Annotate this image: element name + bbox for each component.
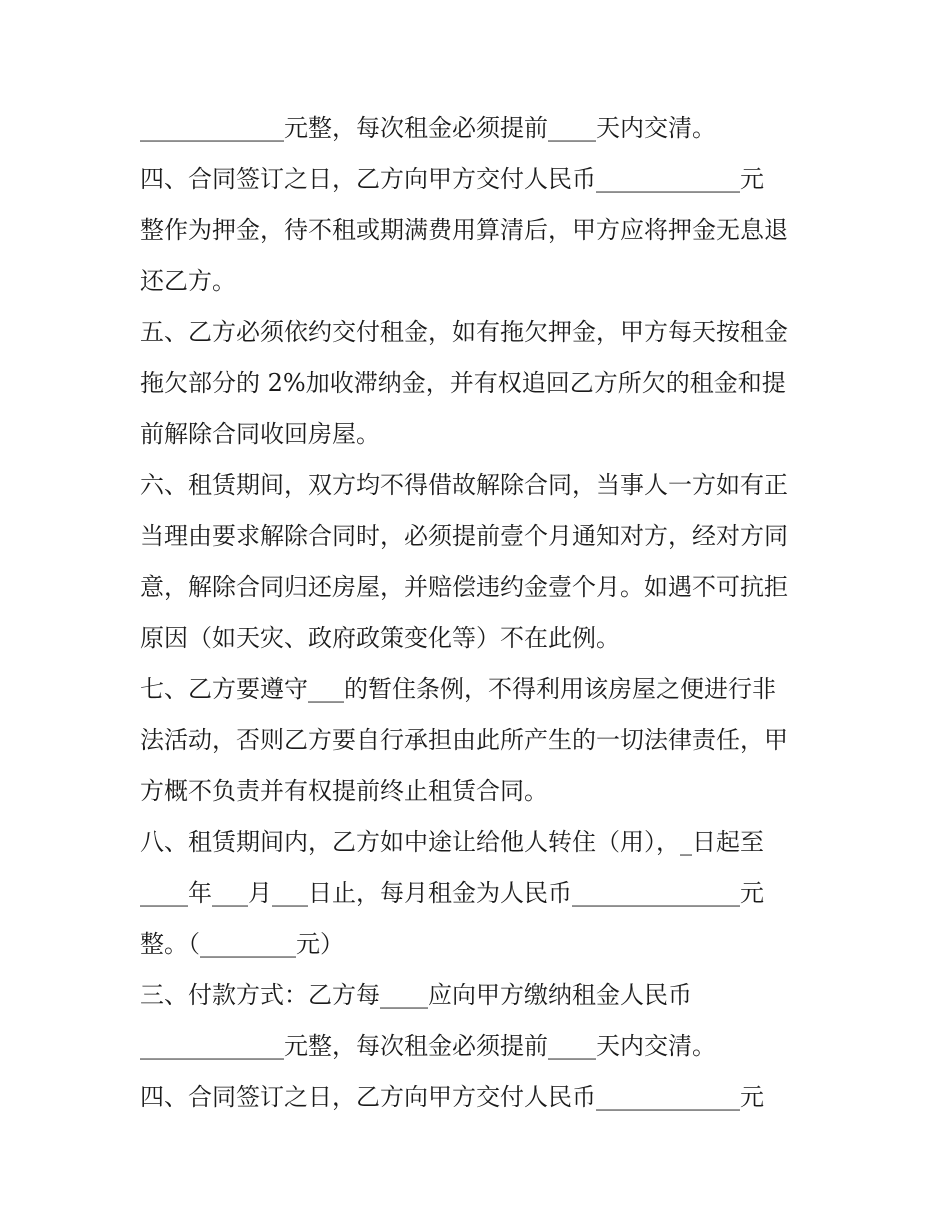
- document-line: ____________元整，每次租金必须提前____天内交清。: [140, 114, 716, 142]
- document-line: 当理由要求解除合同时，必须提前壹个月通知对方，经对方同: [140, 522, 788, 550]
- document-line: 前解除合同收回房屋。: [140, 420, 380, 448]
- document-line: 法活动，否则乙方要自行承担由此所产生的一切法律责任，甲: [140, 726, 788, 754]
- document-line: 五、乙方必须依约交付租金，如有拖欠押金，甲方每天按租金: [140, 318, 788, 346]
- document-line: ____年___月___日止，每月租金为人民币______________元: [140, 879, 764, 907]
- document-line: 拖欠部分的 2%加收滞纳金，并有权追回乙方所欠的租金和提: [140, 369, 786, 397]
- document-line: 三、付款方式：乙方每____应向甲方缴纳租金人民币: [140, 981, 692, 1009]
- document-line: 八、租赁期间内，乙方如中途让给他人转住（用），_日起至: [140, 828, 764, 856]
- document-body: [140, 103, 820, 1123]
- document-line: 方概不负责并有权提前终止租赁合同。: [140, 777, 548, 805]
- document-line: 六、租赁期间，双方均不得借故解除合同，当事人一方如有正: [140, 471, 788, 499]
- document-line: 还乙方。: [140, 267, 236, 295]
- document-line: 整。（________元）: [140, 930, 344, 958]
- document-line: 原因（如天灾、政府政策变化等）不在此例。: [140, 624, 620, 652]
- document-line: 四、合同签订之日，乙方向甲方交付人民币____________元: [140, 165, 764, 193]
- document-line: 整作为押金，待不租或期满费用算清后，甲方应将押金无息退: [140, 216, 788, 244]
- document-line: 四、合同签订之日，乙方向甲方交付人民币____________元: [140, 1083, 764, 1111]
- document-line: 七、乙方要遵守___的暂住条例，不得利用该房屋之便进行非: [140, 675, 776, 703]
- document-line: ____________元整，每次租金必须提前____天内交清。: [140, 1032, 716, 1060]
- document-line: 意，解除合同归还房屋，并赔偿违约金壹个月。如遇不可抗拒: [140, 573, 788, 601]
